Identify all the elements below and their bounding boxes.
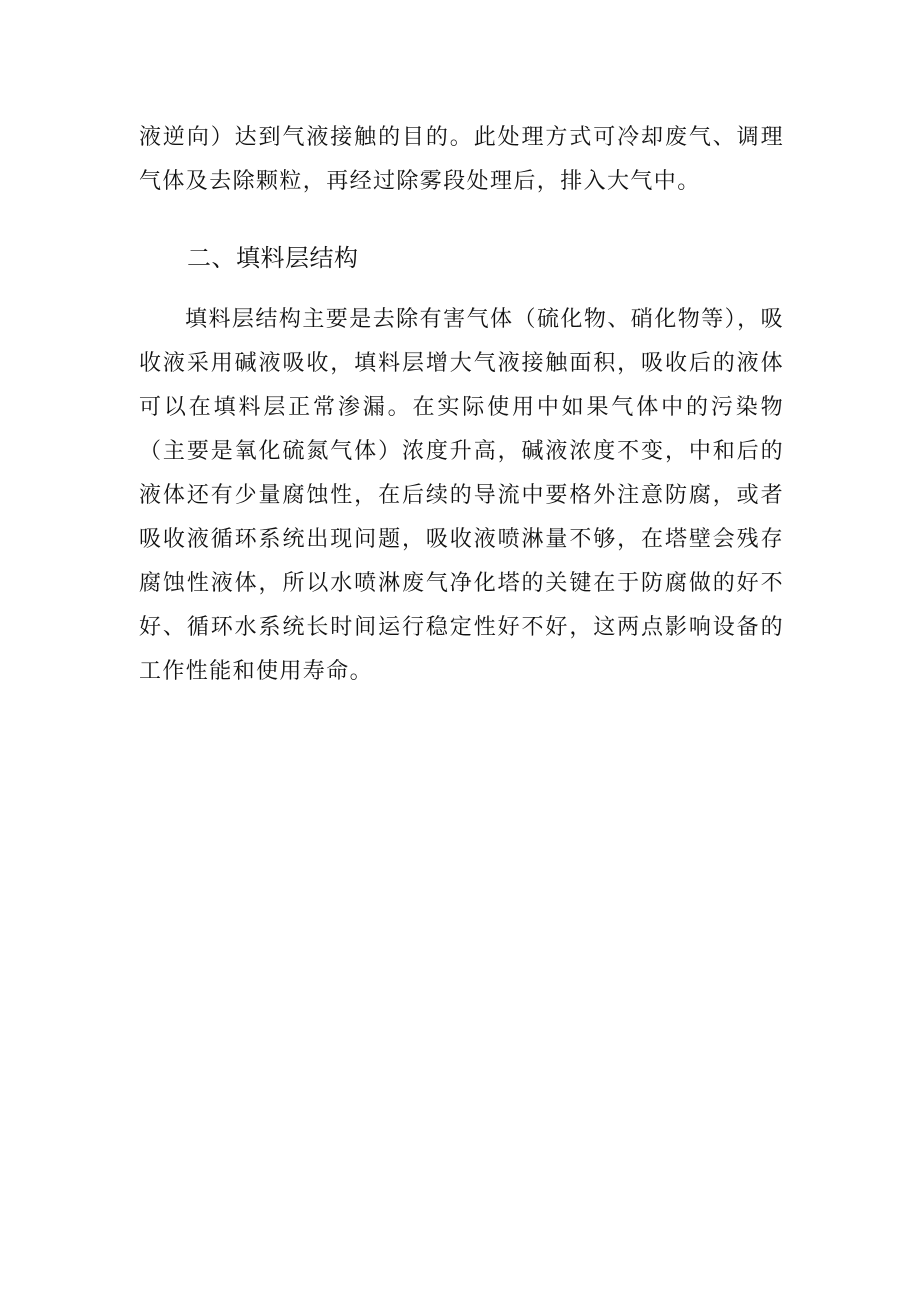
section-heading: 二、填料层结构: [187, 244, 359, 272]
paragraph-continuation: 液逆向）达到气液接触的目的。此处理方式可冷却废气、调理气体及去除颗粒，再经过除雾段处理后，排入大气中。: [139, 125, 784, 194]
section-paragraph: 填料层结构主要是去除有害气体（硫化物、硝化物等），吸收液采用碱液吸收，填料层增大气液接触面积，吸收后的液体可以在填料层正常渗漏。在实际使用中如果气体中的污染物（主要是氧化硫氮气体）浓度升高，碱液浓度不变，中和后的液体还有少量腐蚀性，在后续的导流中要格外注意防腐，或者吸收液循环系统出现问题，吸收液喷淋量不够，在塔壁会残存腐蚀性液体，所以水喷淋废气净化塔的关键在于防腐做的好不好、循环水系统长时间运行稳定性好不好，这两点影响设备的工作性能和使用寿命。: [139, 307, 784, 684]
